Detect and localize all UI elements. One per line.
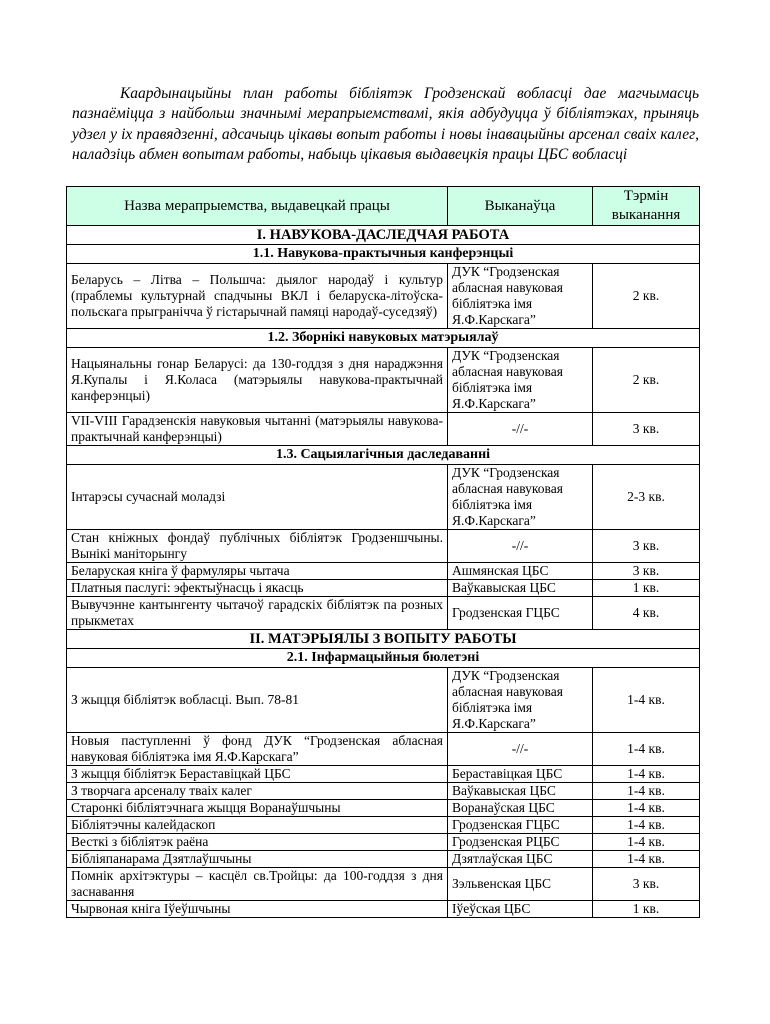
table-row xyxy=(67,834,700,851)
row-term: 1-4 кв. xyxy=(593,733,700,766)
subsection-title: 1.3. Сацыялагічныя даследаванні xyxy=(67,446,700,465)
row-executor: Ваўкавыская ЦБС xyxy=(448,783,593,800)
row-executor: -//- xyxy=(448,413,593,446)
row-name: Помнік архітэктуры – касцёл св.Тройцы: да 100-годдзя з дня заснавання xyxy=(67,868,448,901)
row-name: З творчага арсеналу тваіх калег xyxy=(67,783,448,800)
subsection-title: 1.2. Зборнікі навуковых матэрыялаў xyxy=(67,329,700,348)
row-executor: ДУК “Гродзенская абласная навуковая бібліятэка імя Я.Ф.Карскага” xyxy=(448,668,593,733)
row-executor: -//- xyxy=(448,530,593,563)
table-row xyxy=(67,668,700,733)
row-name: Нацыянальны гонар Беларусі: да 130-годдзя з дня нараджэння Я.Купалы і Я.Коласа (матэрыялы навукова-практычнай канферэнцыі) xyxy=(67,348,448,413)
table-row xyxy=(67,901,700,918)
row-term: 1-4 кв. xyxy=(593,834,700,851)
table-row xyxy=(67,348,700,413)
row-term: 1-4 кв. xyxy=(593,817,700,834)
intro-paragraph: Каардынацыйны план работы бібліятэк Гродзенскай вобласці дае магчымасць пазнаёміцца з найбольш значнымі мерапрыемствамі, якія адбудуцца ў бібліятэках, прыняць удзел у іх правядзенні, адсачыць цікавы вопыт работы і новы інавацыйны арсенал сваіх калег, наладзіць абмен вопытам работы, набыць цікавыя выдавецкія працы ЦБС вобласці xyxy=(72,84,699,163)
row-name: Платныя паслугі: эфектыўнасць і якасць xyxy=(67,580,448,597)
header-name: Назва мерапрыемства, выдавецкай працы xyxy=(67,187,448,226)
row-term: 1-4 кв. xyxy=(593,668,700,733)
table-row xyxy=(67,783,700,800)
table-row xyxy=(67,264,700,329)
row-term: 1 кв. xyxy=(593,580,700,597)
table-row xyxy=(67,580,700,597)
table-row xyxy=(67,800,700,817)
row-name: Беларуская кніга ў фармуляры чытача xyxy=(67,563,448,580)
row-name: VII-VIII Гарадзенскія навуковыя чытанні (матэрыялы навукова-практычнай канферэнцыі) xyxy=(67,413,448,446)
subsection-row xyxy=(67,245,700,264)
row-term: 1-4 кв. xyxy=(593,851,700,868)
row-executor: Гродзенская ГЦБС xyxy=(448,597,593,630)
subsection-title: 2.1. Інфармацыйныя бюлетэні xyxy=(67,649,700,668)
table-row xyxy=(67,766,700,783)
plan-table xyxy=(66,186,700,918)
row-executor: Ашмянская ЦБС xyxy=(448,563,593,580)
row-name: Бібліятэчны калейдаскоп xyxy=(67,817,448,834)
table-header-row xyxy=(67,187,700,226)
subsection-title: 1.1. Навукова-практычныя канферэнцыі xyxy=(67,245,700,264)
row-term: 3 кв. xyxy=(593,530,700,563)
row-executor: Зэльвенская ЦБС xyxy=(448,868,593,901)
row-name: З жыцця бібліятэк вобласці. Вып. 78-81 xyxy=(67,668,448,733)
row-term: 1-4 кв. xyxy=(593,783,700,800)
header-executor: Выканаўца xyxy=(448,187,593,226)
row-executor: Дзятлаўская ЦБС xyxy=(448,851,593,868)
row-term: 3 кв. xyxy=(593,868,700,901)
row-name: Новыя паступленні ў фонд ДУК “Гродзенская абласная навуковая бібліятэка імя Я.Ф.Карскага” xyxy=(67,733,448,766)
row-executor: ДУК “Гродзенская абласная навуковая бібліятэка імя Я.Ф.Карскага” xyxy=(448,465,593,530)
section-title: I. НАВУКОВА-ДАСЛЕДЧАЯ РАБОТА xyxy=(67,226,700,245)
row-name: Беларусь – Літва – Польшча: дыялог народаў і культур (праблемы культурнай спадчыны ВКЛ і беларуска-літоўска-польскага прыгранічча ў гістарычнай памяці народаў-суседзяў) xyxy=(67,264,448,329)
subsection-row xyxy=(67,329,700,348)
row-term: 1 кв. xyxy=(593,901,700,918)
row-executor: ДУК “Гродзенская абласная навуковая бібліятэка імя Я.Ф.Карскага” xyxy=(448,264,593,329)
table-row xyxy=(67,597,700,630)
row-name: Стан кніжных фондаў публічных бібліятэк Гродзеншчыны. Вынікі маніторынгу xyxy=(67,530,448,563)
row-executor: ДУК “Гродзенская абласная навуковая бібліятэка імя Я.Ф.Карскага” xyxy=(448,348,593,413)
table-row xyxy=(67,868,700,901)
row-term: 2 кв. xyxy=(593,348,700,413)
row-executor: -//- xyxy=(448,733,593,766)
row-name: Інтарэсы сучаснай моладзі xyxy=(67,465,448,530)
row-name: Бібліяпанарама Дзятлаўшчыны xyxy=(67,851,448,868)
row-name: З жыцця бібліятэк Бераставіцкай ЦБС xyxy=(67,766,448,783)
row-name: Вывучэнне кантынгенту чытачоў гарадскіх бібліятэк па розных прыкметах xyxy=(67,597,448,630)
row-term: 2-3 кв. xyxy=(593,465,700,530)
row-name: Весткі з бібліятэк раёна xyxy=(67,834,448,851)
row-term: 2 кв. xyxy=(593,264,700,329)
section-row xyxy=(67,226,700,245)
table-row xyxy=(67,733,700,766)
row-executor: Бераставіцкая ЦБС xyxy=(448,766,593,783)
row-term: 4 кв. xyxy=(593,597,700,630)
row-name: Чырвоная кніга Іўеўшчыны xyxy=(67,901,448,918)
row-term: 1-4 кв. xyxy=(593,766,700,783)
row-term: 1-4 кв. xyxy=(593,800,700,817)
row-executor: Гродзенская РЦБС xyxy=(448,834,593,851)
section-title: II. МАТЭРЫЯЛЫ З ВОПЫТУ РАБОТЫ xyxy=(67,630,700,649)
section-row xyxy=(67,630,700,649)
table-row xyxy=(67,465,700,530)
subsection-row xyxy=(67,446,700,465)
table-row xyxy=(67,530,700,563)
row-executor: Гродзенская ГЦБС xyxy=(448,817,593,834)
row-term: 3 кв. xyxy=(593,413,700,446)
row-executor: Ваўкавыская ЦБС xyxy=(448,580,593,597)
row-term: 3 кв. xyxy=(593,563,700,580)
table-row xyxy=(67,413,700,446)
row-name: Старонкі бібліятэчнага жыцця Воранаўшчыны xyxy=(67,800,448,817)
header-term: Тэрмін выканання xyxy=(593,187,700,226)
subsection-row xyxy=(67,649,700,668)
table-row xyxy=(67,817,700,834)
table-row xyxy=(67,563,700,580)
row-executor: Іўеўская ЦБС xyxy=(448,901,593,918)
table-row xyxy=(67,851,700,868)
row-executor: Воранаўская ЦБС xyxy=(448,800,593,817)
